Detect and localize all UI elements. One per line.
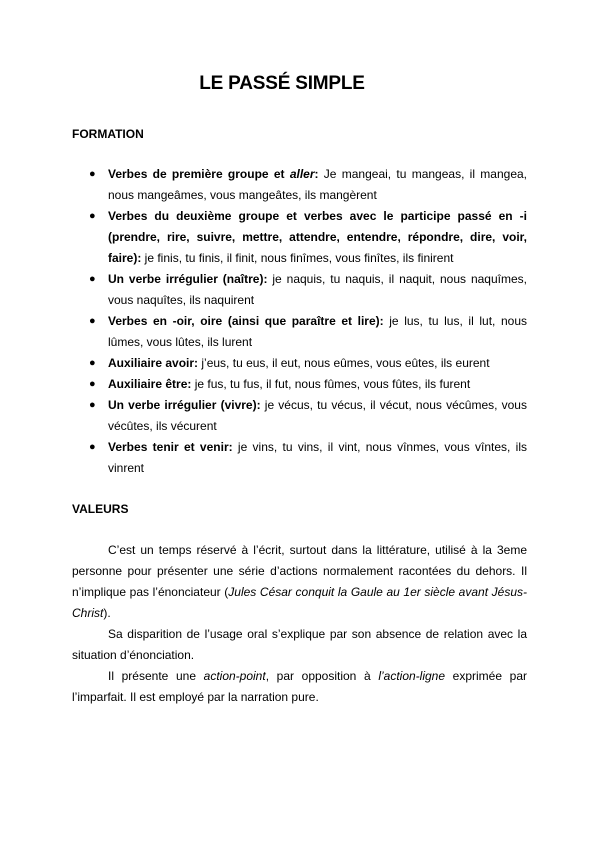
list-item <box>72 374 527 395</box>
section-heading-formation: FORMATION <box>72 127 144 141</box>
item-label: Un verbe irrégulier (vivre): <box>108 398 261 412</box>
item-label-italic: aller <box>289 167 315 181</box>
paragraph-text: C’est un temps réservé à l’écrit, surtout dans la littérature, utilisé à la 3eme personne pour présenter une série d’actions normalement racontées du dehors. Il n’implique pas l’énonciateur ( <box>72 543 527 599</box>
term-italic: l’action-ligne <box>378 669 446 683</box>
list-item <box>72 164 527 206</box>
list-item <box>72 395 527 437</box>
item-label: Auxiliaire avoir: <box>108 356 199 370</box>
list-item <box>72 437 527 479</box>
paragraph: Sa disparition de l’usage oral s’explique par son absence de relation avec la situation d’énonciation. <box>72 627 527 662</box>
bullet-icon: ● <box>89 399 96 411</box>
term-italic: action-point <box>203 669 266 683</box>
bullet-icon: ● <box>89 378 96 390</box>
item-text: je finis, tu finis, il finit, nous finîmes, vous finîtes, ils finirent <box>141 251 454 265</box>
item-text: je lus, tu lus, il lut, nous lûmes, vous lûtes, ils lurent <box>108 314 527 349</box>
item-text: je vins, tu vins, il vint, nous vînmes, vous vîntes, ils vinrent <box>108 440 528 475</box>
bullet-icon: ● <box>89 168 96 180</box>
item-text: je vécus, tu vécus, il vécut, nous vécûmes, vous vécûtes, ils vécurent <box>108 398 527 433</box>
list-item <box>72 269 527 311</box>
item-label: Verbes de première groupe et <box>108 167 290 181</box>
page-title-text: LE PASSÉ SIMPLE <box>199 73 365 94</box>
bullet-icon: ● <box>89 273 96 285</box>
item-label: Verbes en -oir, oire (ainsi que paraître et lire): <box>108 314 384 328</box>
item-text: j’eus, tu eus, il eut, nous eûmes, vous eûtes, ils eurent <box>198 356 490 370</box>
paragraph-text: , par opposition à <box>265 669 379 683</box>
paragraph-text: exprimée par l’imparfait. Il est employé par la narration pure. <box>72 669 527 704</box>
item-label: Verbes du deuxième groupe et verbes avec le participe passé en -i (prendre, rire, suivre, mettre, attendre, entendre, répondre, dire, voir, faire): <box>108 209 527 265</box>
page-title <box>0 73 600 95</box>
bullet-icon: ● <box>89 315 96 327</box>
list-item <box>72 353 527 374</box>
bullet-icon: ● <box>89 210 96 222</box>
bullet-icon: ● <box>89 357 96 369</box>
paragraph-text: ). <box>103 606 111 620</box>
section-heading-valeurs: VALEURS <box>72 502 129 516</box>
item-text: Je mangeai, tu mangeas, il mangea, nous mangeâmes, vous mangeâtes, ils mangèrent <box>108 167 527 202</box>
item-label-colon: : <box>314 167 319 181</box>
item-text: je fus, tu fus, il fut, nous fûmes, vous fûtes, ils furent <box>191 377 471 391</box>
formation-list <box>72 164 527 479</box>
paragraph <box>72 540 527 624</box>
example-italic: Jules César conquit la Gaule au 1er siècle avant Jésus-Christ <box>72 585 528 620</box>
valeurs-body <box>72 540 527 708</box>
bullet-icon: ● <box>89 441 96 453</box>
item-label: Verbes tenir et venir: <box>108 440 233 454</box>
list-item <box>72 311 527 353</box>
paragraph-text: Il présente une <box>108 669 204 683</box>
list-item <box>72 206 527 269</box>
item-label: Un verbe irrégulier (naître): <box>108 272 268 286</box>
item-text: je naquis, tu naquis, il naquit, nous naquîmes, vous naquîtes, ils naquirent <box>108 272 527 307</box>
paragraph <box>72 666 527 708</box>
item-label: Auxiliaire être: <box>108 377 192 391</box>
